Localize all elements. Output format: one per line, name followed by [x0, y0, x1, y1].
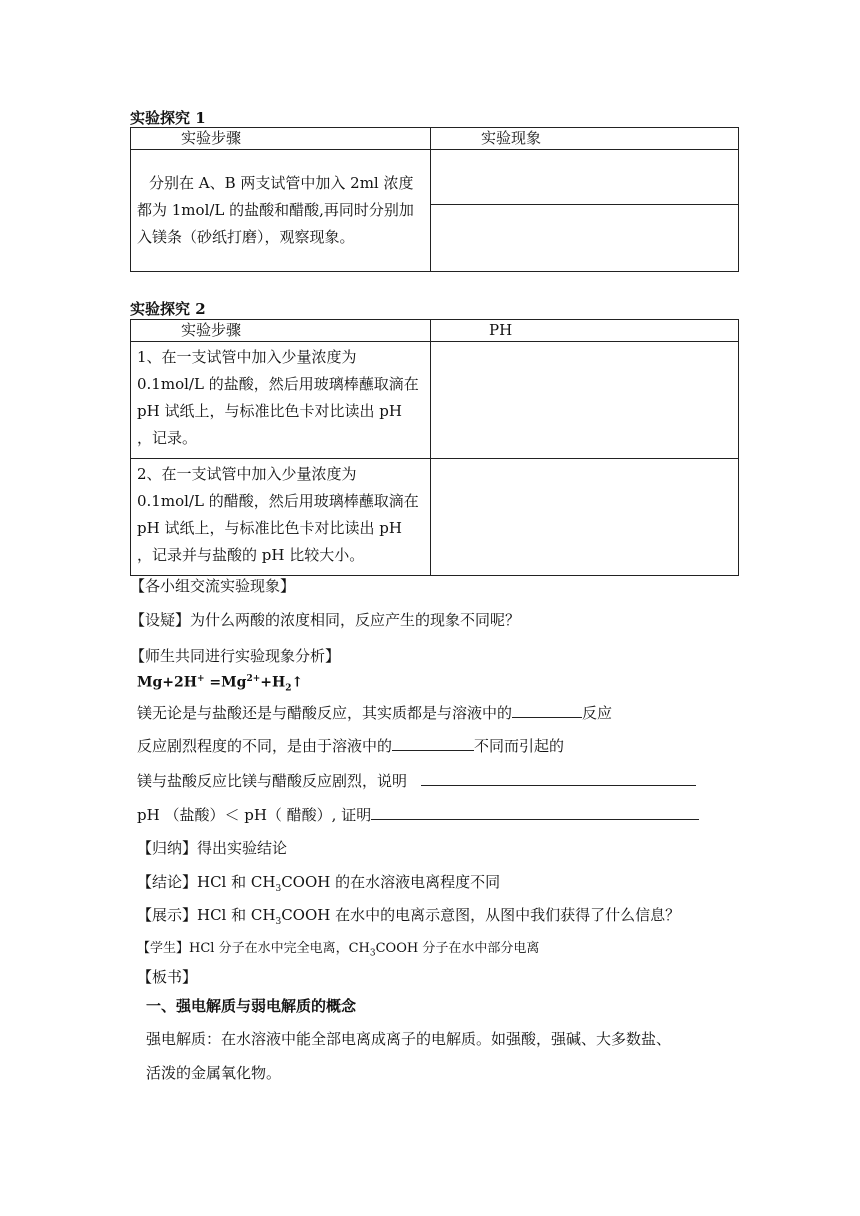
- question-line: 【设疑】为什么两酸的浓度相同，反应产生的现象不同呢？: [130, 611, 521, 629]
- exp1-step-text: 分别在 A、B 两支试管中加入 2ml 浓度都为 1mol/L 的盐酸和醋酸,再同时分别加入镁条（砂纸打磨），观察现象。: [137, 174, 414, 246]
- strong-electrolyte-line-2: 活泼的金属氧化物。: [146, 1064, 282, 1082]
- induction-line: 【归纳】得出实验结论: [137, 839, 288, 857]
- exp2-table: [130, 319, 739, 576]
- exp2-step-2-text: 2、在一支试管中加入少量浓度为 0.1mol/L 的醋酸，然后用玻璃棒蘸取滴在 pH 试纸上，与标准比色卡对比读出 pH ，记录并与盐酸的 pH 比较大小。: [137, 465, 419, 564]
- conclusion-line: 【结论】HCl 和 $CH_3COOH$ 的在水溶液电离程度不同: [137, 873, 501, 894]
- student-line: 【学生】HCl 分子在水中完全电离，$CH_3COOH$ 分子在水中部分电离: [137, 941, 540, 959]
- exp1-title: 实验探究 1: [130, 109, 206, 127]
- exp2-ph-2[interactable]: [431, 459, 739, 576]
- blank-concentration[interactable]: [392, 736, 474, 751]
- exchange-heading: 【各小组交流实验现象】: [130, 577, 296, 595]
- analysis-heading: 【师生共同进行实验现象分析】: [130, 647, 341, 665]
- exp2-step-1: [131, 342, 431, 459]
- gas-arrow-icon: ↑: [291, 674, 304, 691]
- exp1-observation-b[interactable]: [431, 205, 739, 272]
- reaction-essence-line: 镁无论是与盐酸还是与醋酸反应，其实质都是与溶液中的 反应: [137, 704, 613, 722]
- exp2-header-step: 实验步骤: [131, 320, 431, 342]
- blank-explain[interactable]: [421, 771, 696, 786]
- exp2-ph-1[interactable]: [431, 342, 739, 459]
- exp1-observation-a[interactable]: [431, 150, 739, 205]
- explain-line: 镁与盐酸反应比镁与醋酸反应剧烈，说明: [137, 770, 696, 792]
- display-line: 【展示】HCl 和 $CH_3COOH$ 在水中的电离示意图，从图中我们获得了什么信息？: [137, 906, 681, 927]
- blank-ion[interactable]: [512, 703, 582, 718]
- exp2-title: 实验探究 2: [130, 300, 206, 318]
- exp1-step-cell: [131, 150, 431, 272]
- strong-electrolyte-line-1: 强电解质：在水溶液中能全部电离成离子的电解质。如强酸，强碱、大多数盐、: [146, 1030, 672, 1048]
- exp1-header-step: 实验步骤: [131, 128, 431, 150]
- blank-prove[interactable]: [371, 805, 699, 820]
- section-title: 一、强电解质与弱电解质的概念: [146, 997, 357, 1015]
- exp2-step-2: [131, 459, 431, 576]
- prove-line: pH （盐酸）＜ pH（ 醋酸）, 证明: [137, 804, 699, 826]
- exp2-step-1-text: 1、在一支试管中加入少量浓度为 0.1mol/L 的盐酸，然后用玻璃棒蘸取滴在 pH 试纸上，与标准比色卡对比读出 pH ，记录。: [137, 348, 419, 447]
- exp1-table: [130, 127, 739, 272]
- exp2-header-ph: PH: [431, 320, 739, 342]
- board-line: 【板书】: [137, 968, 198, 986]
- exp1-header-phenomenon: 实验现象: [431, 128, 739, 150]
- reaction-degree-line: 反应剧烈程度的不同，是由于溶液中的 不同而引起的: [137, 737, 565, 755]
- reaction-equation: $Mg+2H^+ =Mg^{2+}+H_2↑$: [137, 674, 304, 694]
